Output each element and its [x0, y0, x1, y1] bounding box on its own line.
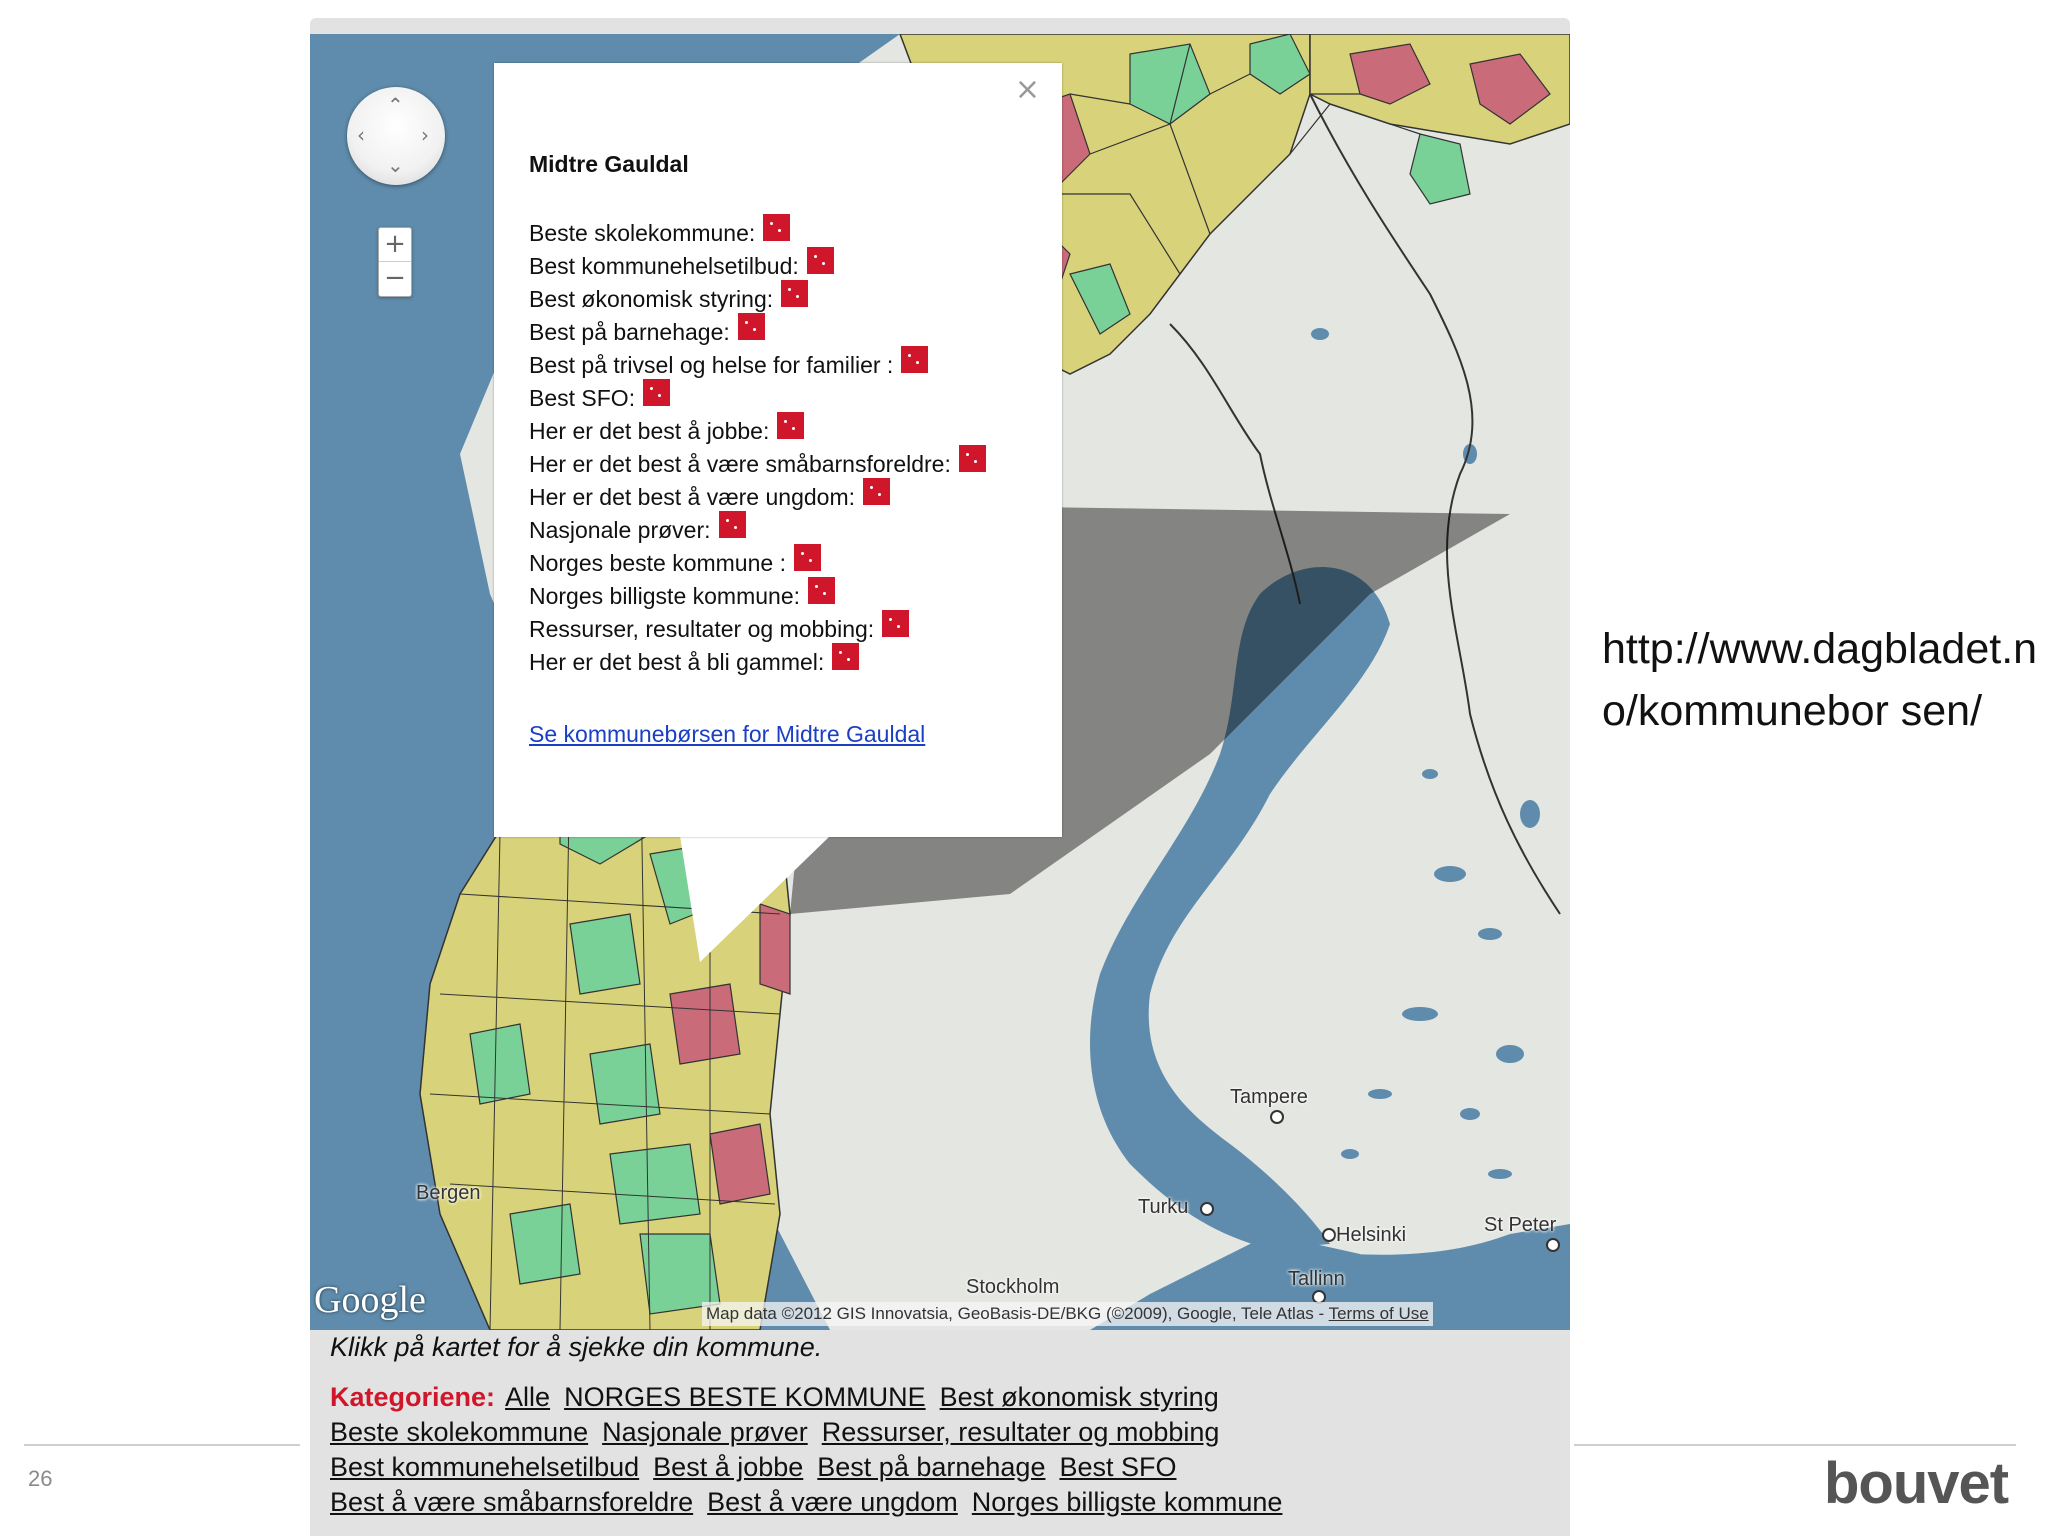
category-link[interactable]: Best økonomisk styring: [939, 1382, 1219, 1412]
footer-divider: [24, 1444, 300, 1446]
rank-flag-icon: [863, 478, 890, 505]
google-logo: Google: [314, 1279, 426, 1321]
ranking-item: Norges beste kommune :: [529, 547, 986, 580]
rank-flag-icon: [763, 214, 790, 241]
rank-flag-icon: [777, 412, 804, 439]
rank-flag-icon: [832, 643, 859, 670]
ranking-item: Her er det best å være ungdom:: [529, 481, 986, 514]
ranking-list: [529, 217, 986, 679]
kommuneborsen-link[interactable]: Se kommunebørsen for Midtre Gauldal: [529, 721, 926, 747]
rank-flag-icon: [807, 247, 834, 274]
map-screenshot: [310, 18, 1570, 1536]
city-marker: [1270, 1110, 1284, 1124]
category-link[interactable]: Best å være småbarnsforeldre: [330, 1487, 694, 1517]
category-link[interactable]: Best å jobbe: [653, 1452, 804, 1482]
category-link[interactable]: Best på barnehage: [817, 1452, 1046, 1482]
ranking-item: Best på trivsel og helse for familier :: [529, 349, 986, 382]
place-label-bergen: Bergen: [416, 1182, 481, 1204]
close-icon[interactable]: ×: [1014, 72, 1040, 107]
place-label-stockholm: Stockholm: [966, 1276, 1060, 1298]
category-label: Kategoriene:: [330, 1382, 496, 1412]
rank-flag-icon: [643, 379, 670, 406]
city-marker: [1200, 1202, 1214, 1216]
category-link[interactable]: Beste skolekommune: [330, 1417, 589, 1447]
place-label-tallinn: Tallinn: [1288, 1268, 1345, 1290]
footer-divider: [1574, 1444, 2016, 1446]
place-label-turku: Turku: [1138, 1196, 1189, 1218]
rank-flag-icon: [738, 313, 765, 340]
category-link[interactable]: Best SFO: [1059, 1452, 1177, 1482]
pan-control[interactable]: [347, 87, 445, 185]
ranking-item: Her er det best å være småbarnsforeldre:: [529, 448, 986, 481]
pan-right-icon[interactable]: ›: [421, 123, 429, 147]
category-link[interactable]: Best å være ungdom: [707, 1487, 958, 1517]
place-label-helsinki: Helsinki: [1336, 1224, 1407, 1246]
rank-flag-icon: [719, 511, 746, 538]
category-link[interactable]: NORGES BESTE KOMMUNE: [564, 1382, 926, 1412]
ranking-item: Best økonomisk styring:: [529, 283, 986, 316]
category-link[interactable]: Norges billigste kommune: [971, 1487, 1283, 1517]
ranking-item: Beste skolekommune:: [529, 217, 986, 250]
ranking-item: Ressurser, resultater og mobbing:: [529, 613, 986, 646]
pan-left-icon[interactable]: ‹: [357, 123, 365, 147]
rank-flag-icon: [808, 577, 835, 604]
city-marker: [1546, 1238, 1560, 1252]
zoom-control: [378, 227, 412, 297]
pan-up-icon[interactable]: ⌃: [387, 93, 404, 117]
map-hint: Klikk på kartet for å sjekke din kommune.: [330, 1332, 823, 1362]
ranking-item: Her er det best å jobbe:: [529, 415, 986, 448]
city-marker: [1322, 1228, 1336, 1242]
category-link[interactable]: Best kommunehelsetilbud: [330, 1452, 640, 1482]
place-label-tampere: Tampere: [1230, 1086, 1308, 1108]
map-attribution: [702, 1302, 1433, 1326]
rank-flag-icon: [781, 280, 808, 307]
brand-logo: bouvet: [1824, 1451, 2009, 1516]
terms-of-use-link[interactable]: Terms of Use: [1328, 1304, 1429, 1323]
rank-flag-icon: [882, 610, 909, 637]
ranking-item: Her er det best å bli gammel:: [529, 646, 986, 679]
rank-flag-icon: [794, 544, 821, 571]
map-canvas[interactable]: [310, 34, 1570, 1330]
place-label-st-peter: St Peter: [1484, 1214, 1557, 1236]
source-url: http://www.dagbladet.no/kommunebor sen/: [1602, 625, 2038, 735]
rank-flag-icon: [901, 346, 928, 373]
category-links: [330, 1380, 1550, 1520]
info-window: [494, 63, 1062, 837]
pan-down-icon[interactable]: ⌄: [387, 153, 404, 177]
attribution-text: Map data ©2012 GIS Innovatsia, GeoBasis-DE/BKG (©2009), Google, Tele Atlas -: [706, 1304, 1329, 1323]
zoom-out-button[interactable]: −: [379, 261, 411, 295]
category-link-all[interactable]: Alle: [505, 1382, 551, 1412]
municipality-title: Midtre Gauldal: [529, 151, 689, 177]
rank-flag-icon: [959, 445, 986, 472]
ranking-item: Norges billigste kommune:: [529, 580, 986, 613]
slide-number: 26: [28, 1466, 53, 1491]
ranking-item: Nasjonale prøver:: [529, 514, 986, 547]
ranking-item: Best på barnehage:: [529, 316, 986, 349]
category-link[interactable]: Ressurser, resultater og mobbing: [821, 1417, 1220, 1447]
ranking-item: Best SFO:: [529, 382, 986, 415]
ranking-item: Best kommunehelsetilbud:: [529, 250, 986, 283]
zoom-in-button[interactable]: +: [384, 229, 406, 259]
category-link[interactable]: Nasjonale prøver: [602, 1417, 808, 1447]
